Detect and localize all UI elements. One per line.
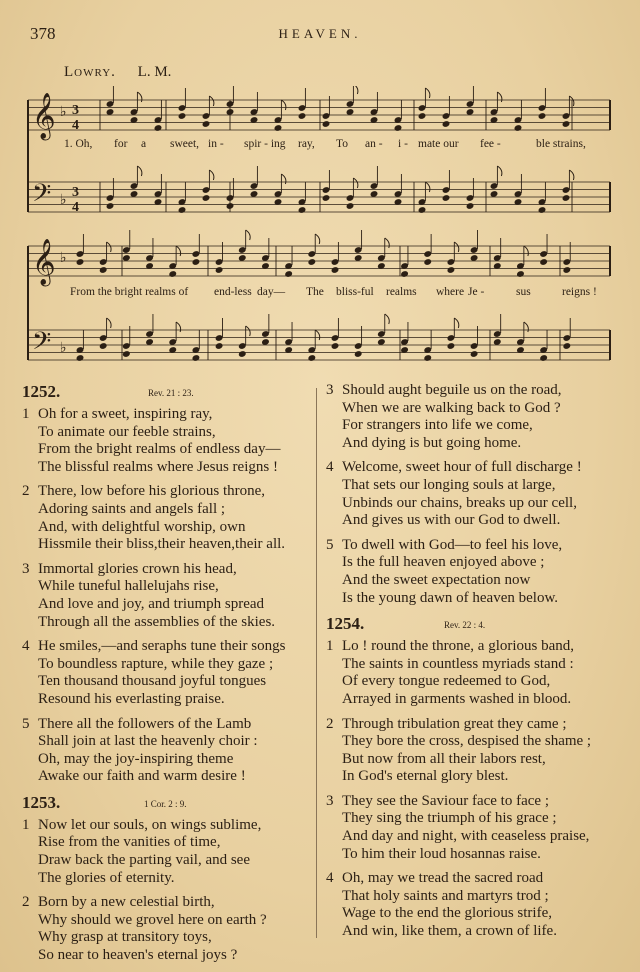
- stanza-number: 2: [22, 894, 30, 911]
- verse-line: They bore the cross, despised the shame ;: [342, 733, 592, 750]
- verse-line: When we are walking back to God ?: [342, 399, 561, 416]
- verse-line: Awake our faith and warm desire !: [38, 768, 246, 785]
- verse-line: Should aught beguile us on the road,: [342, 382, 562, 398]
- music-score: [20, 86, 616, 366]
- note-head: [192, 354, 201, 362]
- note-head: [226, 202, 235, 210]
- lyric-syllable: bliss-ful: [336, 286, 374, 298]
- note-head: [168, 270, 177, 278]
- note-flag: [315, 234, 320, 244]
- lyric-syllable: ray,: [298, 138, 315, 150]
- note-head: [298, 112, 307, 120]
- note-head: [423, 258, 432, 266]
- stanza: [324, 638, 624, 708]
- lyric-syllable: From the bright realms of: [70, 286, 189, 298]
- lyric-syllable: for: [114, 138, 128, 150]
- lyric-syllable: reigns !: [562, 286, 597, 298]
- verse-line: Is the young dawn of heaven below.: [342, 589, 559, 606]
- verse-line: Is the full heaven enjoyed above ;: [342, 554, 545, 571]
- note-head: [76, 258, 85, 266]
- stanza-number: 3: [326, 792, 334, 809]
- note-head: [192, 258, 201, 266]
- note-head: [215, 342, 224, 350]
- note-flag: [353, 86, 358, 94]
- note-flag: [246, 230, 251, 240]
- note-head: [307, 354, 316, 362]
- stanza: [20, 894, 312, 964]
- note-head: [178, 206, 187, 214]
- verse-line: Hissmile their bliss,their heaven,their all.: [38, 536, 286, 553]
- stanza: [324, 716, 624, 786]
- verse-line: They sing the triumph of his grace ;: [342, 810, 557, 827]
- verse-line: The glories of eternity.: [38, 869, 175, 886]
- hymn-stanzas-continued: [324, 382, 624, 607]
- verse-line: The saints in countless myriads stand :: [342, 655, 574, 672]
- note-head: [154, 124, 163, 132]
- tune-name: Lowry.: [64, 64, 116, 80]
- lyric-syllable: spir - ing: [244, 138, 286, 150]
- note-head: [122, 350, 131, 358]
- bass-clef-icon: 𝄢: [32, 179, 52, 214]
- verse-line: So near to heaven's eternal joys ?: [38, 947, 238, 964]
- verse-line: Through all the assemblies of the skies.: [38, 613, 276, 630]
- verse-line: And gives us with our God to dwell.: [342, 512, 561, 529]
- verse-line: Immortal glories crown his head,: [38, 560, 237, 577]
- scripture-reference: 1 Cor. 2 : 9.: [144, 798, 187, 809]
- lyric-syllable: fee -: [480, 138, 501, 150]
- lyric-syllable: end-less: [214, 286, 252, 298]
- page-number: 378: [30, 24, 56, 43]
- lyric-syllable: realms: [386, 286, 417, 298]
- left-column: [20, 382, 312, 972]
- lyric-syllable: ble strains,: [536, 138, 586, 150]
- verse-line: Adoring saints and angels fall ;: [38, 500, 226, 517]
- verse-line: To him their loud hosannas raise.: [342, 845, 541, 862]
- note-head: [202, 120, 211, 128]
- page-header: [30, 24, 610, 46]
- note-flag: [315, 330, 320, 340]
- note-flag: [107, 318, 112, 328]
- verse-line: That holy saints and martyrs trod ;: [342, 887, 549, 904]
- stanza: [20, 817, 312, 887]
- verse-line: But now from all their labors rest,: [342, 750, 546, 767]
- scripture-reference: Rev. 22 : 4.: [444, 620, 486, 631]
- note-flag: [353, 178, 358, 188]
- note-head: [447, 342, 456, 350]
- hymn-stanzas: [20, 817, 312, 965]
- note-head: [418, 112, 427, 120]
- note-head: [215, 266, 224, 274]
- note-head: [562, 342, 571, 350]
- verse-line: For strangers into life we come,: [342, 417, 533, 434]
- lyric-syllable: day—: [257, 286, 286, 298]
- lyric-syllable: where: [436, 286, 465, 298]
- note-head: [442, 194, 451, 202]
- verse-line: And, with delightful worship, own: [38, 518, 246, 535]
- running-title: HEAVEN.: [278, 26, 362, 41]
- verse-line: Why grasp at transitory toys,: [38, 929, 212, 946]
- lyric-syllable: i -: [398, 138, 408, 150]
- time-signature-denominator: 4: [72, 200, 79, 215]
- lyric-syllable: mate our: [418, 138, 459, 150]
- note-flag: [425, 182, 430, 192]
- note-flag: [137, 92, 142, 102]
- hymn-1253: [20, 793, 312, 965]
- bass-clef-icon: 𝄢: [32, 327, 52, 362]
- note-flag: [497, 92, 502, 102]
- stanza: [20, 483, 312, 553]
- lyric-syllable: an -: [365, 138, 383, 150]
- note-head: [514, 124, 523, 132]
- verse-line: Born by a new celestial birth,: [38, 894, 215, 911]
- stanza: [324, 459, 624, 529]
- stanza-number: 3: [22, 560, 30, 577]
- lyric-syllable: a: [141, 138, 147, 150]
- note-head: [562, 266, 571, 274]
- note-flag: [107, 242, 112, 252]
- verse-line: There all the followers of the Lamb: [38, 715, 252, 732]
- stanza-number: 1: [22, 406, 30, 422]
- note-head: [562, 194, 571, 202]
- column-divider: [316, 388, 317, 938]
- note-head: [322, 120, 331, 128]
- verse-line: There, low before his glorious throne,: [38, 483, 266, 500]
- flat-icon: ♭: [60, 251, 67, 266]
- note-head: [99, 266, 108, 274]
- note-flag: [281, 174, 286, 184]
- stanza-number: 1: [326, 638, 334, 655]
- verse-line: And love and joy, and triumph spread: [38, 595, 265, 612]
- flat-icon: ♭: [60, 193, 67, 208]
- note-flag: [385, 238, 390, 248]
- stanza: [20, 716, 312, 786]
- hymn-number: 1254.: [326, 614, 365, 634]
- lyric-syllable: The: [306, 286, 324, 298]
- verse-line: Unbinds our chains, breaks up our cell,: [342, 494, 577, 511]
- stanza-number: 5: [326, 536, 334, 553]
- note-head: [442, 120, 451, 128]
- treble-clef-icon: 𝄞: [32, 239, 56, 285]
- verse-line: And the sweet expectation now: [342, 571, 531, 588]
- lyric-syllable: in -: [208, 138, 224, 150]
- note-head: [346, 202, 355, 210]
- hymn-number: 1253.: [22, 792, 61, 812]
- lyric-syllable: To: [336, 138, 348, 150]
- note-flag: [454, 242, 459, 252]
- note-head: [331, 342, 340, 350]
- verse-line: That sets our longing souls at large,: [342, 476, 556, 493]
- stanza: [20, 406, 312, 476]
- note-head: [274, 124, 283, 132]
- note-flag: [176, 322, 181, 332]
- verse-line: Wage to the end the glorious strife,: [342, 905, 552, 922]
- verse-line: Oh, may the joy-inspiring theme: [38, 750, 234, 767]
- verse-line: Of every tongue redeemed to God,: [342, 673, 551, 690]
- note-head: [178, 112, 187, 120]
- verse-line: He smiles,—and seraphs tune their songs: [38, 638, 286, 655]
- stanza: [20, 561, 312, 631]
- note-flag: [209, 170, 214, 180]
- verse-line: Now let our souls, on wings sublime,: [38, 816, 262, 833]
- note-head: [538, 112, 547, 120]
- tune-meter: L. M.: [137, 64, 172, 80]
- note-head: [538, 206, 547, 214]
- verse-line: Oh, may we tread the sacred road: [342, 870, 544, 887]
- note-head: [394, 124, 403, 132]
- verse-line: To dwell with God—to feel his love,: [342, 536, 563, 553]
- note-flag: [454, 318, 459, 328]
- note-flag: [176, 246, 181, 256]
- stanza-number: 2: [326, 715, 334, 732]
- music-notation: [20, 86, 616, 366]
- treble-clef-icon: 𝄞: [32, 93, 56, 139]
- note-flag: [246, 326, 251, 336]
- verse-line: They see the Saviour face to face ;: [342, 792, 549, 809]
- lyric-syllable: Je -: [468, 286, 485, 298]
- note-head: [322, 194, 331, 202]
- note-flag: [524, 246, 529, 256]
- hymn-stanzas: [324, 638, 624, 941]
- stanza-number: 1: [22, 816, 30, 833]
- hymn-stanzas: [20, 406, 312, 786]
- verse-line: Why should we grovel here on earth ?: [38, 911, 267, 928]
- note-head: [331, 266, 340, 274]
- lyric-syllable: sus: [516, 286, 531, 298]
- note-head: [466, 202, 475, 210]
- note-head: [539, 258, 548, 266]
- note-head: [106, 202, 115, 210]
- hymn-1254: [324, 614, 624, 941]
- note-head: [298, 206, 307, 214]
- note-head: [99, 342, 108, 350]
- verse-line: Shall join at last the heavenly choir :: [38, 733, 258, 750]
- verse-line: From the bright realms of endless day—: [38, 441, 281, 458]
- note-head: [423, 354, 432, 362]
- flat-icon: ♭: [60, 341, 67, 356]
- note-head: [470, 350, 479, 358]
- note-head: [539, 354, 548, 362]
- stanza-number: 5: [22, 715, 30, 732]
- time-signature-denominator: 4: [72, 118, 79, 133]
- note-head: [284, 270, 293, 278]
- note-head: [562, 120, 571, 128]
- right-column: [324, 382, 624, 948]
- note-flag: [137, 166, 142, 176]
- lyric-syllable: 1. Oh,: [64, 138, 93, 150]
- stanza-number: 4: [22, 638, 30, 655]
- hymn-1252: [20, 382, 312, 786]
- note-head: [202, 194, 211, 202]
- stanza: [324, 870, 624, 940]
- note-flag: [425, 88, 430, 98]
- note-flag: [569, 170, 574, 180]
- verse-line: And day and night, with ceaseless praise,: [342, 828, 590, 845]
- stanza: [20, 638, 312, 708]
- time-signature-numerator: 3: [72, 185, 79, 200]
- verse-line: Rise from the vanities of time,: [38, 834, 221, 851]
- note-flag: [497, 166, 502, 176]
- stanza-number: 4: [326, 870, 334, 887]
- verse-line: And dying is but going home.: [342, 434, 522, 451]
- note-head: [516, 270, 525, 278]
- stanza: [324, 537, 624, 607]
- verse-line: Through tribulation great they came ;: [342, 715, 567, 732]
- verse-line: Welcome, sweet hour of full discharge !: [342, 459, 582, 476]
- flat-icon: ♭: [60, 105, 67, 120]
- verse-line: In God's eternal glory blest.: [342, 768, 509, 785]
- note-head: [400, 270, 409, 278]
- stanza: [324, 382, 624, 452]
- verse-line: Draw back the parting vail, and see: [38, 852, 250, 869]
- stanza-number: 3: [326, 382, 334, 398]
- note-flag: [385, 314, 390, 324]
- note-head: [418, 206, 427, 214]
- verse-line: To boundless rapture, while they gaze ;: [38, 655, 274, 672]
- stanza-number: 4: [326, 459, 334, 476]
- verse-line: And win, like them, a crown of life.: [342, 923, 557, 940]
- note-flag: [281, 100, 286, 110]
- verse-line: Lo ! round the throne, a glorious band,: [342, 638, 575, 655]
- stanza-number: 2: [22, 483, 30, 500]
- note-flag: [209, 96, 214, 106]
- lyric-syllable: sweet,: [170, 138, 200, 150]
- verse-line: Oh for a sweet, inspiring ray,: [38, 406, 213, 422]
- verse-line: Ten thousand thousand joyful tongues: [38, 673, 267, 690]
- note-head: [447, 266, 456, 274]
- time-signature-numerator: 3: [72, 103, 79, 118]
- note-flag: [524, 322, 529, 332]
- note-head: [307, 258, 316, 266]
- verse-line: Arrayed in garments washed in blood.: [342, 690, 572, 707]
- hymn-number: 1252.: [22, 382, 61, 401]
- stanza: [324, 793, 624, 863]
- note-head: [238, 350, 247, 358]
- verse-line: Resound his everlasting praise.: [38, 690, 225, 707]
- verse-line: While tuneful hallelujahs rise,: [38, 578, 219, 595]
- scripture-reference: Rev. 21 : 23.: [148, 388, 194, 398]
- verse-line: The blissful realms where Jesus reigns !: [38, 458, 278, 475]
- note-head: [76, 354, 85, 362]
- verse-line: To animate our feeble strains,: [38, 423, 216, 440]
- tune-info: [64, 64, 171, 81]
- note-head: [354, 350, 363, 358]
